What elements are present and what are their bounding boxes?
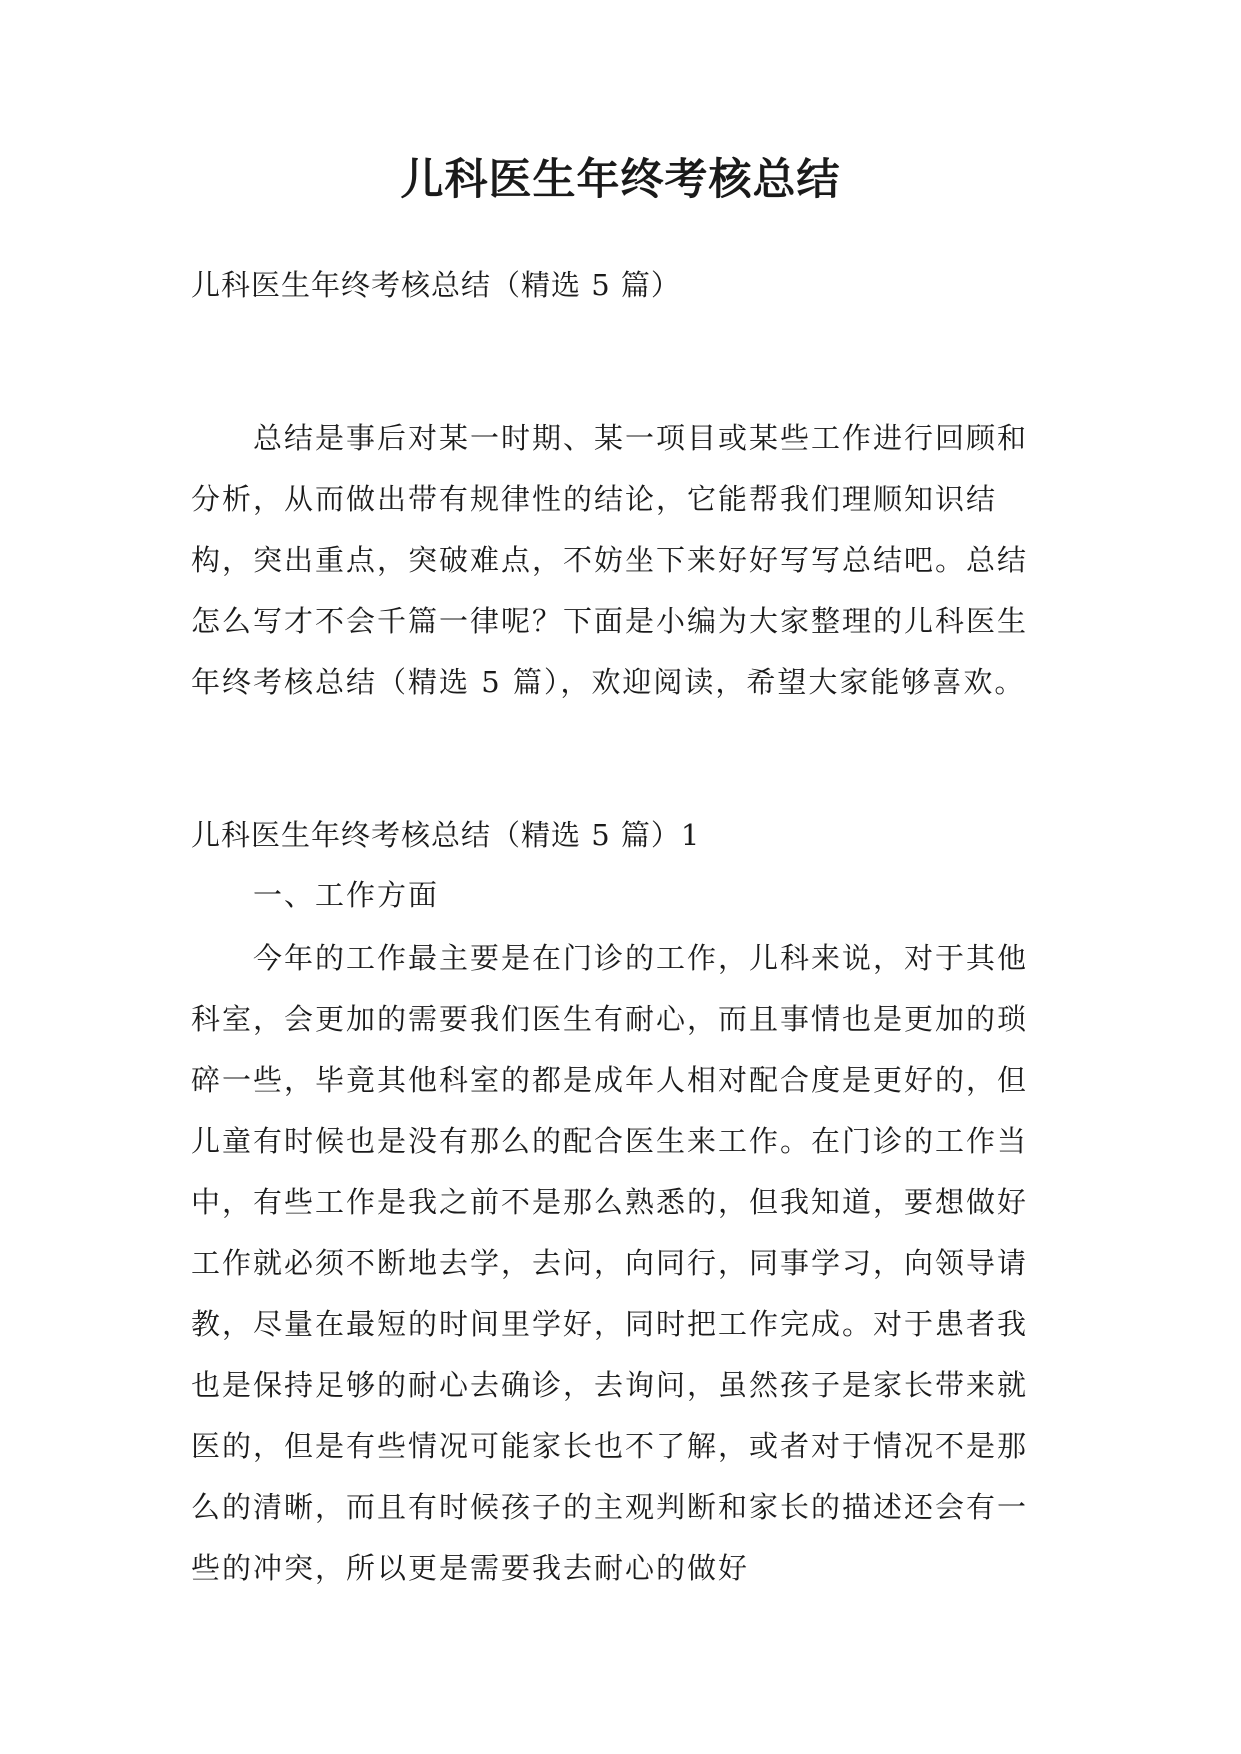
document-subtitle: 儿科医生年终考核总结（精选 5 篇） <box>191 268 681 302</box>
document-title: 儿科医生年终考核总结 <box>400 155 841 205</box>
section-subheading: 一、工作方面 <box>253 878 440 912</box>
body-paragraph: 今年的工作最主要是在门诊的工作，儿科来说，对于其他科室，会更加的需要我们医生有耐心，而且事情也是更加的琐碎一些，毕竟其他科室的都是成年人相对配合度是更好的，但儿童有时候也是没有那么的配合医生来工作。在门诊的工作当中，有些工作是我之前不是那么熟悉的，但我知道，要想做好工作就必须不断地去学，去问，向同行，同事学习，向领导请教，尽量在最短的时间里学好，同时把工作完成。对于患者我也是保持足够的耐心去确诊，去询问，虽然孩子是家长带来就医的，但是有些情况可能家长也不了解，或者对于情况不是那么的清晰，而且有时候孩子的主观判断和家长的描述还会有一些的冲突，所以更是需要我去耐心的做好 <box>191 941 1029 1585</box>
section-heading: 儿科医生年终考核总结（精选 5 篇）1 <box>191 818 701 852</box>
intro-paragraph: 总结是事后对某一时期、某一项目或某些工作进行回顾和分析，从而做出带有规律性的结论，它能帮我们理顺知识结构，突出重点，突破难点，不妨坐下来好好写写总结吧。总结怎么写才不会千篇一律呢？下面是小编为大家整理的儿科医生年终考核总结（精选 5 篇），欢迎阅读，希望大家能够喜欢。 <box>191 421 1029 699</box>
